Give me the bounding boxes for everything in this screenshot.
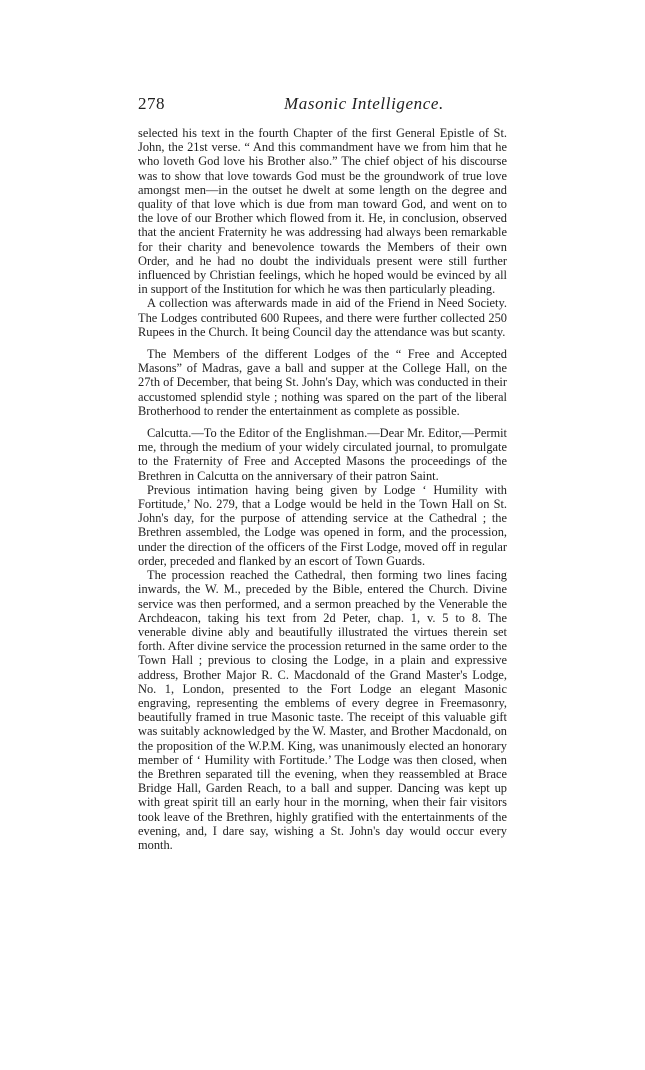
paragraph-collection: A collection was afterwards made in aid of the Friend in Need Society. The Lodges contributed 600 Rupees, and there were further collected 250 Rupees in the Church. It being Council day the attendance was but scanty. [138,296,507,339]
book-page [138,94,507,852]
page-header [138,94,507,126]
running-title: Masonic Intelligence. [284,94,444,113]
paragraph-continuation: selected his text in the fourth Chapter of the first General Epistle of St. John, the 21st verse. “ And this commandment have we from him that he who loveth God love his Brother also.” The chief object of his discourse was to show that love towards God must be the groundwork of true love amongst men—in the outset he dwelt at some length on the degree and quality of that love which is due from man toward God, and went on to the love of our Brother which flowed from it. He, in conclusion, observed that the ancient Fraternity he was addressing had always been remarkable for their charity and benevolence towards the Members of their own Order, and he had no doubt the individuals present were still further influenced by Christian feelings, which he hoped would be evinced by all in support of the Institution for which he was then particularly pleading. [138,126,507,297]
paragraph-intimation: Previous intimation having being given by Lodge ‘ Humility with Fortitude,’ No. 279, that a Lodge would be held in the Town Hall on St. John's day, for the purpose of attending service at the Cathedral ; the Brethren assembled, the Lodge was opened in form, and the procession, under the direction of the officers of the First Lodge, moved off in regular order, preceded and flanked by an escort of Town Guards. [138,482,507,568]
page-number: 278 [138,94,165,113]
paragraph-calcutta-letter: Calcutta.—To the Editor of the Englishman.—Dear Mr. Editor,—Permit me, through the medium of your widely circulated journal, to promulgate to the Fraternity of Free and Accepted Masons the proceedings of the Brethren in Calcutta on the anniversary of their patron Saint. [138,426,507,483]
paragraph-procession: The procession reached the Cathedral, then forming two lines facing inwards, the W. M., preceded by the Bible, entered the Church. Divine service was then performed, and a sermon preached by the Venerable the Archdeacon, taking his text from 2d Peter, chap. 1, v. 5 to 8. The venerable divine ably and beautifully illustrated the virtues therein set forth. After divine service the procession returned in the same order to the Town Hall ; previous to closing the Lodge, in a plain and expressive address, Brother Major R. C. Macdonald of the Grand Master's Lodge, No. 1, London, presented to the Fort Lodge an elegant Masonic engraving, representing the emblems of every degree in Freemasonry, beautifully framed in true Masonic taste. The receipt of this valuable gift was suitably acknowledged by the W. Master, and Brother Macdonald, on the proposition of the W.P.M. King, was unanimously elected an honorary member of ‘ Humility with Fortitude.’ The Lodge was then closed, when the Brethren separated till the evening, when they reassembled at Brace Bridge Hall, Garden Reach, to a ball and supper. Dancing was kept up with great spirit till an early hour in the morning, when their fair visitors took leave of the Brethren, highly gratified with the entertainments of the evening, and, I dare say, wishing a St. John's day would occur every month. [138,568,507,852]
body-text [138,126,507,852]
paragraph-madras: The Members of the different Lodges of the “ Free and Accepted Masons” of Madras, gave a ball and supper at the College Hall, on the 27th of December, that being St. John's Day, which was conducted in their accustomed splendid style ; nothing was spared on the part of the liberal Brotherhood to render the entertainment as complete as possible. [138,347,507,418]
